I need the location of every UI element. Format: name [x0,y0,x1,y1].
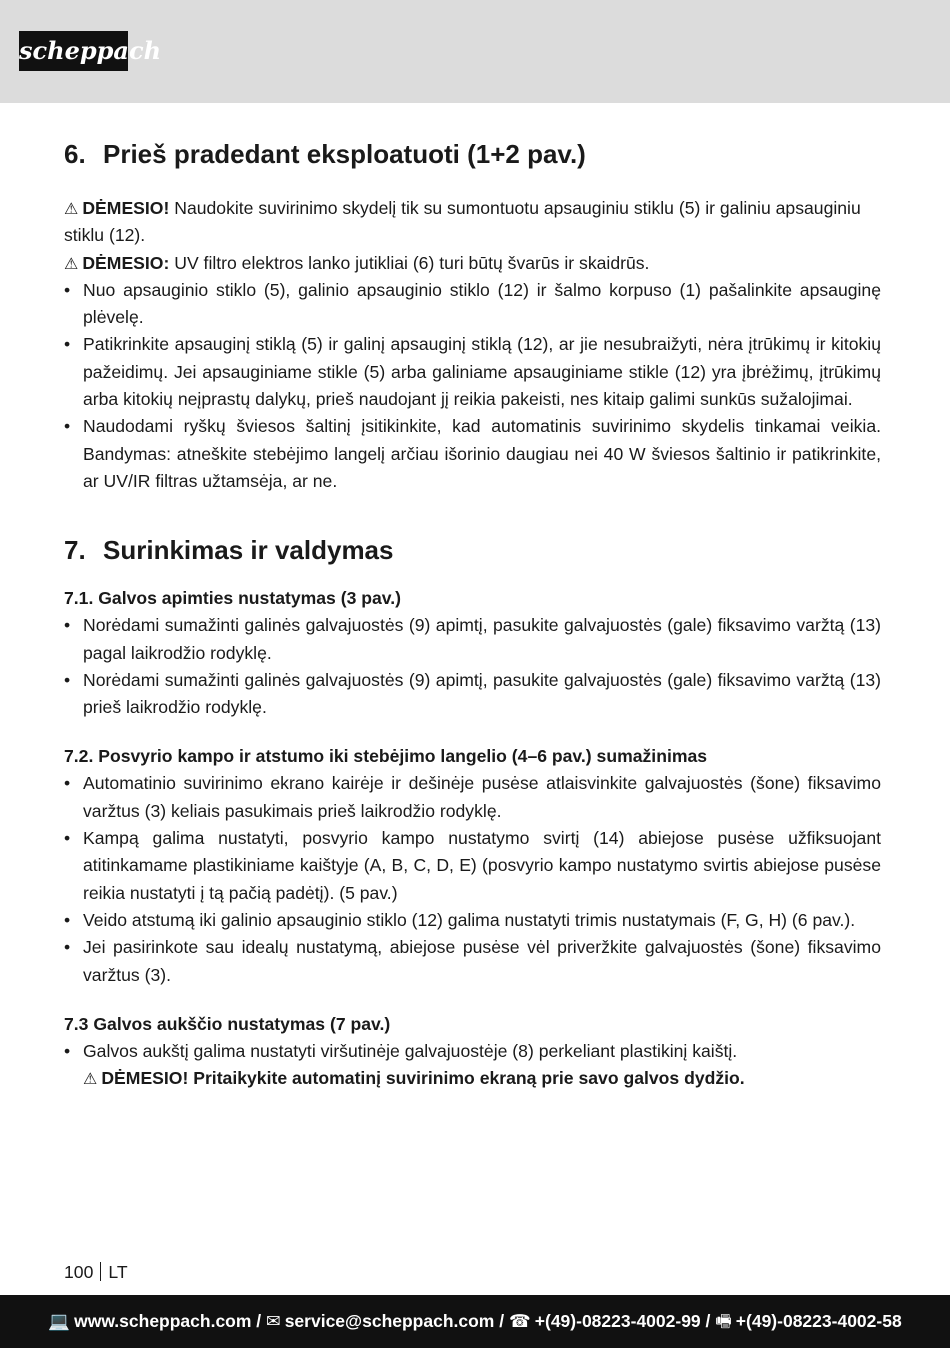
language-code: LT [108,1262,128,1282]
section-6-list [64,277,881,495]
separator: / [251,1311,267,1331]
subsection-title: 7.1. Galvos apimties nustatymas (3 pav.) [64,588,402,609]
subsection-7-2 [64,743,881,988]
page-content [64,137,881,1114]
list-item: • Patikrinkite apsauginį stiklą (5) ir galinį apsauginį stiklą (12), ar jie nesubraižyti, nėra įtrūkimų ir kitokių pažeidimų. Jei apsauginiame stikle (5) arba galiniame apsauginiame stikle (12) yra įbrėžimų, įtrūkimų arba kitokių neįprastų dalykų, prieš naudojant jį reikia pakeisti, nes kitaip galimi sunkūs sužalojimai. [64,331,881,413]
warning-2 [64,250,881,277]
list-item: • Veido atstumą iki galinio apsauginio stiklo (12) galima nustatyti trimis nustatymais (F, G, H) (6 pav.). [64,907,881,934]
warning-triangle-icon: ⚠ [64,253,79,273]
list-item: • Nuo apsauginio stiklo (5), galinio apsauginio stiklo (12) ir šalmo korpuso (1) pašalinkite apsauginę plėvelę. [64,277,881,332]
website-link[interactable]: www.scheppach.com [74,1311,252,1331]
separator: / [700,1311,716,1331]
list-item: • Naudodami ryškų šviesos šaltinį įsitikinkite, kad automatinis suvirinimo skydelis tinkamai veikia. Bandymas: atneškite stebėjimo langelį arčiau išorinio daugiau nei 40 W šviesos šaltinio ir patikrinkite, ar UV/IR filtras užtamsėja, ar ne. [64,413,881,495]
fax-number: +(49)-08223-4002-58 [735,1311,902,1331]
list-item: • Automatinio suvirinimo ekrano kairėje ir dešinėje pusėse atlaisvinkite galvajuostės (šone) fiksavimo varžtus (3) keliais pasukimais prieš laikrodžio rodyklę. [64,770,881,825]
warning-2-label: DĖMESIO: [82,252,170,273]
list-item: • Galvos aukštį galima nustatyti viršutinėje galvajuostėje (8) perkeliant plastikinį kaištį. [64,1038,881,1065]
warning-1-label: DĖMESIO! [82,198,170,218]
subsection-7-3-list [64,1038,881,1065]
section-7-heading: Surinkimas ir valdymas [103,535,394,566]
section-6-number: 6. [64,139,86,169]
phone-icon: ☎ [508,1312,531,1332]
section-7-number: 7. [64,535,86,566]
warning-triangle-icon: ⚠ [64,199,79,218]
warning-1-text: Naudokite suvirinimo skydelį tik su sumontuotu apsauginiu stiklu (5) ir galiniu apsauginiu stiklu (12). [64,198,861,246]
header-band [0,0,950,103]
subsection-title: 7.3 Galvos aukščio nustatymas (7 pav.) [64,1013,391,1034]
section-7 [64,533,881,1092]
fax-icon: 🖷 [715,1312,732,1332]
scheppach-logo: scheppach [19,31,128,71]
subsection-7-1 [64,585,881,721]
page-number-label [64,1260,128,1284]
section-6 [64,137,881,495]
subsection-title: 7.2. Posvyrio kampo ir atstumo iki stebėjimo langelio (4–6 pav.) sumažinimas [64,746,708,767]
warning-3-text: DĖMESIO! Pritaikykite automatinį suvirinimo ekraną prie savo galvos dydžio. [101,1068,745,1089]
list-item: • Kampą galima nustatyti, posvyrio kampo nustatymo svirtį (14) abiejose pusėse užfiksuojant atitinkamame plastikiniame kaištyje (A, B, C, D, E) (posvyrio kampo nustatymo svirtis abiejose pusėse reikia nustatyti į tą pačią padėtį). (5 pav.) [64,825,881,907]
computer-icon: 💻 [48,1312,71,1332]
section-7-title [64,533,881,567]
list-item: • Norėdami sumažinti galinės galvajuostės (9) apimtį, pasukite galvajuostės (gale) fiksavimo varžtą (13) pagal laikrodžio rodyklę. [64,612,881,667]
email-link[interactable]: service@scheppach.com [284,1311,495,1331]
subsection-7-1-list [64,612,881,721]
list-item: • Jei pasirinkote sau idealų nustatymą, abiejose pusėse vėl priveržkite galvajuostės (šone) fiksavimo varžtus (3). [64,934,881,989]
subsection-7-2-list [64,770,881,988]
warning-2-text: UV filtro elektros lanko jutikliai (6) turi būtų švarūs ir skaidrūs. [169,252,650,273]
warning-triangle-icon: ⚠ [83,1069,98,1089]
phone-number: +(49)-08223-4002-99 [534,1311,701,1331]
separator: / [494,1311,509,1331]
subsection-7-3 [64,1011,881,1093]
mail-icon: ✉ [266,1312,281,1332]
list-item: • Norėdami sumažinti galinės galvajuostės (9) apimtį, pasukite galvajuostės (gale) fiksavimo varžtą (13) prieš laikrodžio rodyklę. [64,667,881,722]
page-number: 100 [64,1262,94,1282]
warning-1 [64,195,881,250]
divider [100,1262,101,1281]
section-6-title [64,137,881,171]
contact-footer [0,1295,950,1348]
warning-3 [64,1065,881,1092]
section-6-heading: Prieš pradedant eksploatuoti (1+2 pav.) [103,139,586,169]
